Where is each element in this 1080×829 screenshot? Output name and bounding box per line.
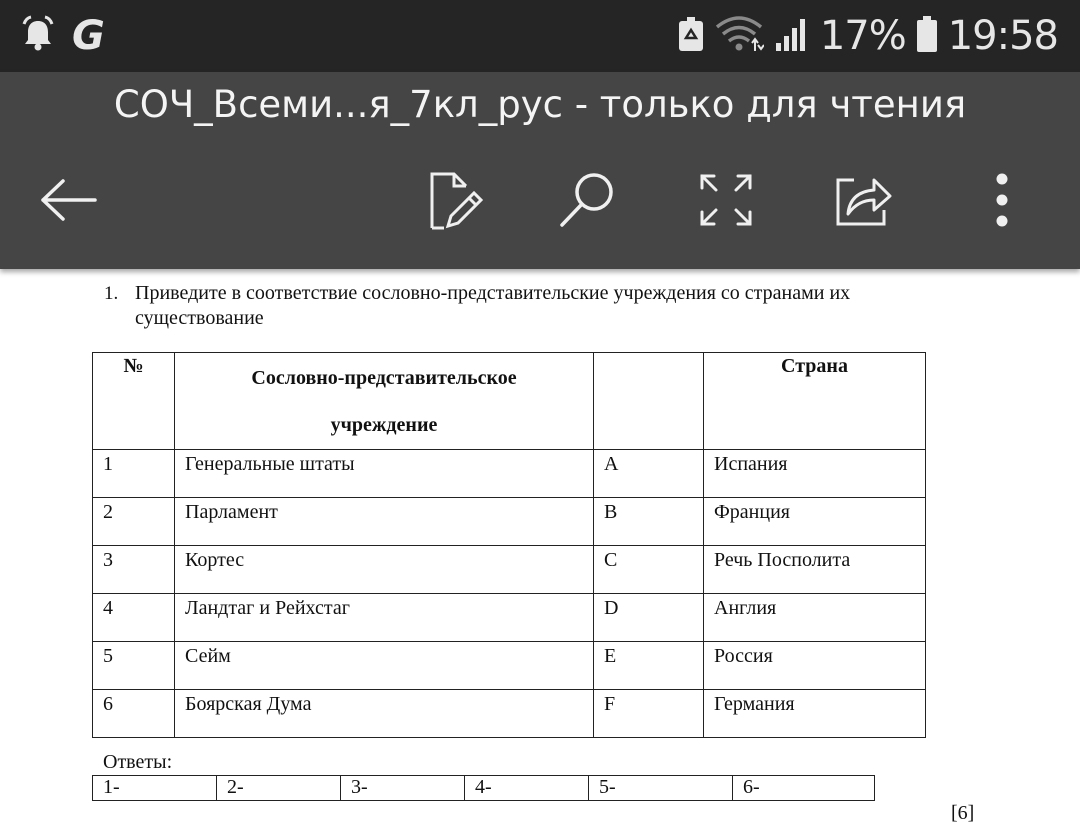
row-institution: Сейм bbox=[175, 642, 594, 690]
header-institution bbox=[175, 353, 594, 450]
document-page[interactable] bbox=[0, 269, 1080, 829]
table-row bbox=[93, 690, 926, 738]
row-number: 2 bbox=[93, 498, 175, 546]
more-options-button[interactable] bbox=[962, 160, 1042, 240]
g-app-icon: G bbox=[72, 13, 105, 59]
row-country: Англия bbox=[704, 594, 926, 642]
fullscreen-button[interactable] bbox=[686, 160, 766, 240]
row-country: Испания bbox=[704, 450, 926, 498]
more-icon bbox=[992, 172, 1012, 228]
clock: 19:58 bbox=[947, 13, 1058, 59]
header-number: № bbox=[93, 353, 175, 450]
table-row bbox=[93, 594, 926, 642]
table-header-row bbox=[93, 353, 926, 450]
row-number: 5 bbox=[93, 642, 175, 690]
fullscreen-icon bbox=[698, 172, 754, 228]
matching-table bbox=[92, 352, 926, 738]
row-number: 4 bbox=[93, 594, 175, 642]
table-row bbox=[93, 450, 926, 498]
document-title: СОЧ_Всеми...я_7кл_рус - только для чтения bbox=[113, 83, 967, 126]
row-letter: D bbox=[594, 594, 704, 642]
share-icon bbox=[834, 172, 894, 228]
battery-percent: 17% bbox=[819, 13, 906, 59]
row-letter: B bbox=[594, 498, 704, 546]
row-country: Россия bbox=[704, 642, 926, 690]
table-row bbox=[93, 498, 926, 546]
table-row bbox=[93, 642, 926, 690]
battery-icon bbox=[916, 15, 938, 58]
row-institution: Кортес bbox=[175, 546, 594, 594]
score-marker: [6] bbox=[951, 802, 975, 824]
row-country: Речь Посполита bbox=[704, 546, 926, 594]
status-bar-left bbox=[18, 14, 105, 58]
row-letter: E bbox=[594, 642, 704, 690]
answer-cell: 5- bbox=[589, 776, 733, 801]
row-letter: F bbox=[594, 690, 704, 738]
back-icon bbox=[39, 178, 99, 222]
row-letter: C bbox=[594, 546, 704, 594]
row-number: 1 bbox=[93, 450, 175, 498]
answer-cell: 1- bbox=[93, 776, 217, 801]
row-institution: Генеральные штаты bbox=[175, 450, 594, 498]
edit-icon bbox=[424, 170, 484, 230]
header-institution-line2: учреждение bbox=[330, 414, 438, 436]
row-number: 3 bbox=[93, 546, 175, 594]
row-institution: Боярская Дума bbox=[175, 690, 594, 738]
answer-cell: 3- bbox=[341, 776, 465, 801]
row-country: Франция bbox=[704, 498, 926, 546]
alarm-icon bbox=[18, 14, 58, 59]
row-letter: A bbox=[594, 450, 704, 498]
answer-cell: 2- bbox=[217, 776, 341, 801]
back-button[interactable] bbox=[29, 160, 109, 240]
app-bar bbox=[0, 72, 1080, 269]
search-icon bbox=[558, 170, 618, 230]
header-letter bbox=[594, 353, 704, 450]
edit-button[interactable] bbox=[414, 160, 494, 240]
row-country: Германия bbox=[704, 690, 926, 738]
status-bar bbox=[0, 0, 1080, 72]
signal-icon bbox=[774, 16, 810, 57]
row-number: 6 bbox=[93, 690, 175, 738]
battery-saver-icon bbox=[678, 16, 704, 57]
row-institution: Парламент bbox=[175, 498, 594, 546]
question-text: Приведите в соответствие сословно-представительские учреждения со странами их существование bbox=[135, 282, 851, 329]
answers-label: Ответы: bbox=[103, 751, 173, 773]
row-institution: Ландтаг и Рейхстаг bbox=[175, 594, 594, 642]
wifi-icon bbox=[714, 15, 764, 58]
answers-row bbox=[93, 776, 875, 801]
answer-cell: 6- bbox=[733, 776, 875, 801]
search-button[interactable] bbox=[548, 160, 628, 240]
answer-cell: 4- bbox=[465, 776, 589, 801]
share-button[interactable] bbox=[824, 160, 904, 240]
status-bar-right bbox=[678, 10, 1058, 62]
answers-table bbox=[92, 775, 875, 801]
question-number: 1. bbox=[104, 283, 119, 304]
header-institution-line1: Сословно-представительское bbox=[251, 367, 517, 389]
table-row bbox=[93, 546, 926, 594]
header-country: Страна bbox=[704, 353, 926, 450]
